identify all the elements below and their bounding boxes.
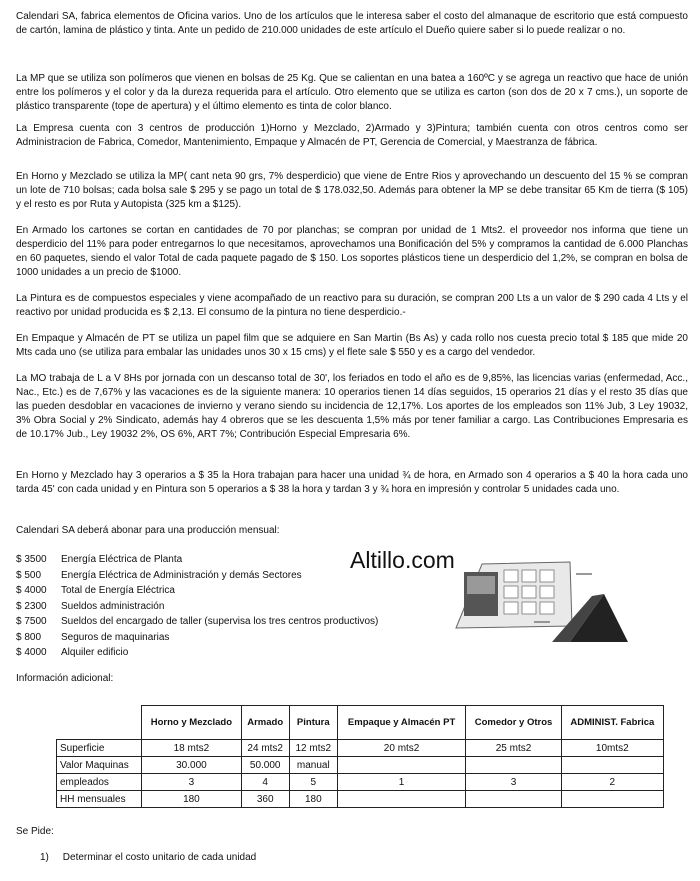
list-item: [16, 599, 436, 615]
question-item: [40, 852, 256, 863]
table-cell: [337, 791, 466, 808]
table-cell: manual: [289, 757, 337, 774]
list-item: [16, 568, 436, 584]
cost-description: Energía Eléctrica de Planta: [61, 554, 183, 565]
table-cell: 4: [241, 774, 289, 791]
table-cell: 1: [337, 774, 466, 791]
table-header: Horno y Mezclado: [142, 706, 241, 740]
cost-amount: $ 800: [16, 631, 42, 643]
question-text: Determinar el costo unitario de cada unidad: [62, 852, 257, 863]
row-label: empleados: [57, 774, 142, 791]
table-header: Pintura: [289, 706, 337, 740]
table-cell: 18 mts2: [142, 740, 241, 757]
table-header: ADMINIST. Fabrica: [561, 706, 663, 740]
table-header-row: [57, 706, 664, 740]
row-label: Superficie: [57, 740, 142, 757]
table-cell: [561, 791, 663, 808]
cost-description: Total de Energía Eléctrica: [61, 585, 175, 596]
table-cell: 20 mts2: [337, 740, 466, 757]
cost-description: Sueldos del encargado de taller (supervisa los tres centros productivos): [61, 616, 379, 627]
cost-amount: $ 7500: [16, 616, 47, 627]
table-cell: 10mts2: [561, 740, 663, 757]
paragraph-operators: En Horno y Mezclado hay 3 operarios a $ 35 la Hora trabajan para hacer una unidad ¾ de hora, en Armado son 4 operarios a $ 40 la hora cada uno tarda 45' con cada unidad y en Pintura son 5 operarios a $ 38 la hora y tardan 3 y ¾ hora en impresión y controlar 5 unidades cada uno.: [16, 470, 688, 495]
paragraph-intro: Calendari SA, fabrica elementos de Oficina varios. Uno de los artículos que le interesa saber el costo del almanaque de escritorio que está compuesto de cartón, lamina de plástico y tinta. Ante un pedido de 210.000 unidades de este artículo el Dueño quiere saber si lo puede realizar o no.: [16, 11, 688, 36]
table-row: [57, 740, 664, 757]
list-item: [16, 583, 436, 599]
table-cell: 12 mts2: [289, 740, 337, 757]
paragraph-monthly-costs-intro: Calendari SA deberá abonar para una producción mensual:: [16, 525, 280, 536]
cost-centers-table: [56, 705, 664, 808]
paragraph-armado: En Armado los cartones se cortan en cantidades de 70 por planchas; se compran por unidad de 1 Mts2. el proveedor nos informa que tiene un desperdicio del 11% para poder entregarnos lo que necesitamos, aprovechamos una Bonificación del 5% y compramos la cantidad de 6.000 Planchas en 60 paquetes, siendo el valor Total de cada paquete pagado de $ 150. Los soportes plásticos tiene un desperdicio del 1,2%, se compran en bolsa de 1000 unidades a un precio de $1000.: [16, 225, 688, 278]
table-header: Empaque y Almacén PT: [337, 706, 466, 740]
table-cell: 360: [241, 791, 289, 808]
cost-amount: $ 4000: [16, 647, 47, 658]
cost-amount: $ 2300: [16, 600, 47, 612]
questions-title: Se Pide:: [16, 826, 54, 837]
table-cell: 25 mts2: [466, 740, 561, 757]
cost-description: Alquiler edificio: [61, 647, 129, 658]
paragraph-raw-material: La MP que se utiliza son polímeros que vienen en bolsas de 25 Kg. Que se calientan en una batea a 160ºC y se agrega un reactivo que hace de unión entre los polímeros y el color y da la dureza requerida para el artículo. Otro elemento que se utiliza es carton (son dos de 20 x 7 cms.), un soporte de plástico transparente (tope de apertura) y el último elemento es tinta de color blanco.: [16, 73, 688, 112]
paragraph-production-centers: La Empresa cuenta con 3 centros de producción 1)Horno y Mezclado, 2)Armado y 3)Pintura; también cuenta con otros centros como ser Administracion de Fabrica, Comedor, Mantenimiento, Empaque y Almacén de PT, Gerencia de Comercial, y Maestranza de fábrica.: [16, 123, 688, 148]
paragraph-horno-mezclado: En Horno y Mezclado se utiliza la MP( cant neta 90 grs, 7% desperdicio) que viene de Entre Rios y aprovechando un descuento del 15 % se compran un lote de 710 bolsas; cada bolsa sale $ 295 y se pago un total de $ 178.032,50. Además para obtener la MP se debe transitar 65 Km de tierra ($ 105) y el resto es por Ruta y Autopista (325 km a $125).: [16, 171, 688, 210]
table-cell: 3: [142, 774, 241, 791]
table-cell: 180: [142, 791, 241, 808]
row-label: Valor Maquinas: [57, 757, 142, 774]
list-item: [16, 645, 436, 661]
table-cell: 180: [289, 791, 337, 808]
table-row: [57, 791, 664, 808]
cost-description: Sueldos administración: [61, 600, 165, 612]
cost-description: Seguros de maquinarias: [61, 631, 170, 643]
cost-amount: $ 4000: [16, 585, 47, 596]
table-cell: 5: [289, 774, 337, 791]
list-item: [16, 552, 436, 568]
monthly-costs-list: [16, 552, 436, 661]
table-cell: [561, 757, 663, 774]
row-label: HH mensuales: [57, 791, 142, 808]
table-cell: 3: [466, 774, 561, 791]
list-item: [16, 614, 436, 630]
table-cell: 2: [561, 774, 663, 791]
table-cell: [466, 791, 561, 808]
desk-calendar-illustration: [452, 556, 632, 651]
cost-amount: $ 500: [16, 569, 42, 581]
table-cell: [466, 757, 561, 774]
watermark: Altillo.com: [350, 547, 455, 573]
table-cell: [337, 757, 466, 774]
question-number: 1): [40, 852, 49, 863]
table-row: [57, 774, 664, 791]
cost-description: Energía Eléctrica de Administración y demás Sectores: [61, 569, 302, 581]
paragraph-labor: La MO trabaja de L a V 8Hs por jornada con un descanso total de 30', los feriados en todo el año es de 9,85%, las licencias varias (enfermedad, Acc., Nac., Etc.) es de 7,67% y las vacaciones es de la siguiente manera: 10 operarios tienen 14 días seguidos, 15 operarios 21 días y el resto 35 días que las pueden desdoblar en vacaciones de invierno y verano siendo su incidencia de 12,17%. Los aportes de los empleados son 11% Jub, 3 Ley 19032, 3% Obra Social y 2% Sindicato, además hay 4 obreros que se les descuenta 1,5% más por tener familiar a cargo. Las Contribuciones Empresaria es de 10.17% Jub., Ley 19032 2%, OS 6%, ART 7%; Contribución Especial Empresaria 6%.: [16, 373, 688, 440]
table-cell: 30.000: [142, 757, 241, 774]
cost-amount: $ 3500: [16, 554, 47, 565]
additional-info-title: Información adicional:: [16, 673, 114, 684]
list-item: [16, 630, 436, 646]
paragraph-empaque: En Empaque y Almacén de PT se utiliza un papel film que se adquiere en San Martin (Bs As) y cada rollo nos cuesta precio total $ 185 que mide 20 Mts cada uno (se utiliza para embalar las unidades unos 30 x 15 cms) y el flete sale $ 550 y es a cargo del vendedor.: [16, 333, 688, 358]
table-corner: [57, 706, 142, 740]
table-cell: 50.000: [241, 757, 289, 774]
table-header: Comedor y Otros: [466, 706, 561, 740]
table-row: [57, 757, 664, 774]
table-header: Armado: [241, 706, 289, 740]
table-cell: 24 mts2: [241, 740, 289, 757]
paragraph-pintura: La Pintura es de compuestos especiales y viene acompañado de un reactivo para su duración, se compran 200 Lts a un valor de $ 290 cada 4 Lts y el reactivo por unidad producida es $ 2,13. El consumo de la pintura no tiene desperdicio.-: [16, 293, 688, 318]
